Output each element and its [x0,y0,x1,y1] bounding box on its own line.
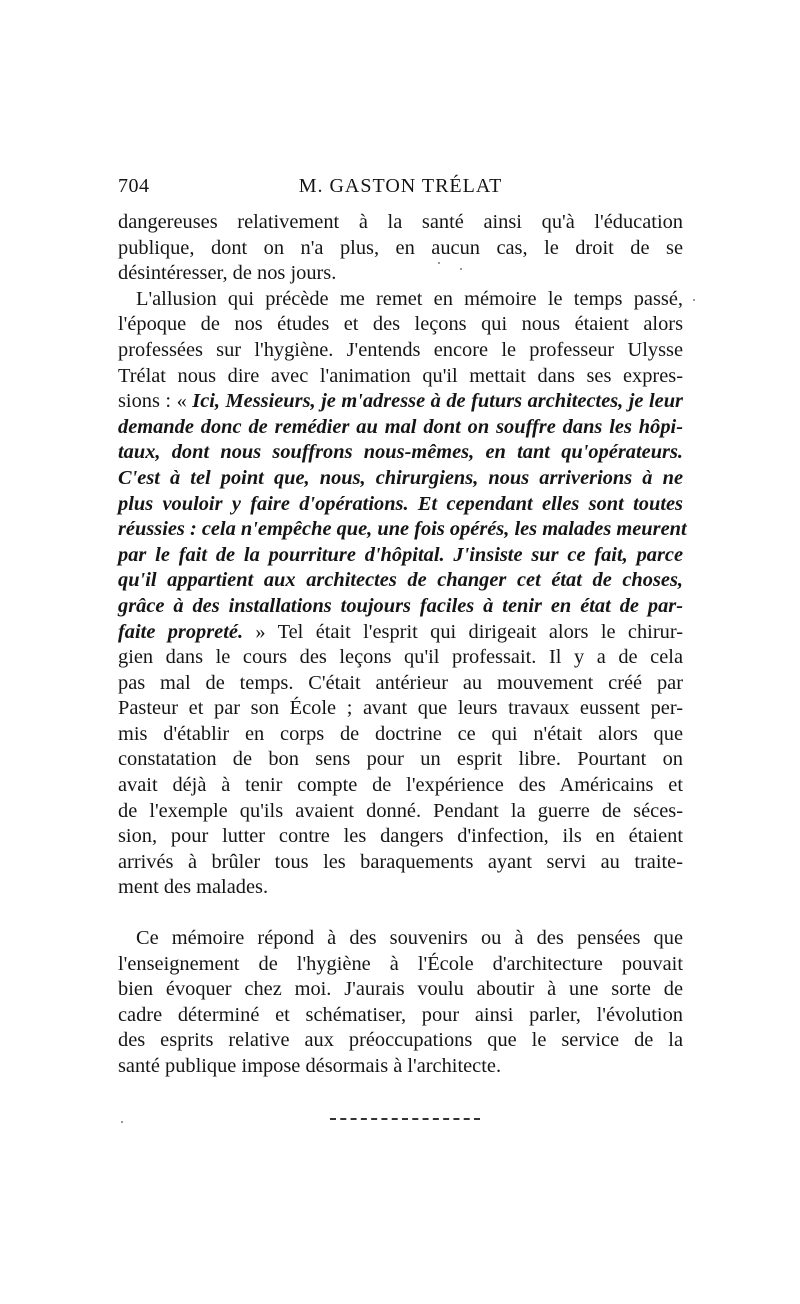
italic-quote-segment: par le fait de la pourriture d'hôpital. J'insiste sur ce fait, parce [118,543,683,566]
text-line [118,773,683,799]
print-speck [460,268,462,270]
text-segment: désintéresser, de nos jours. [118,262,337,285]
text-segment: bien évoquer chez moi. J'aurais voulu aboutir à une sorte de [118,978,683,1001]
page-number: 704 [118,175,150,197]
text-segment: santé publique impose désormais à l'architecte. [118,1055,502,1077]
text-segment: avait déjà à tenir compte de l'expérience des Américains et [118,774,683,797]
text-segment: sion, pour lutter contre les dangers d'infection, ils en étaient [118,825,683,848]
text-line [118,261,683,287]
text-line [118,645,683,671]
text-segment: gien dans le cours des leçons qu'il professait. Il y a de cela [118,646,683,669]
text-segment: pas mal de temps. C'était antérieur au mouvement créé par [118,671,683,694]
paragraph [118,210,683,287]
text-line [118,543,683,569]
text-segment: L'allusion qui précède me remet en mémoire le temps passé, [136,287,683,310]
text-line [118,312,683,338]
text-line [118,568,683,594]
italic-quote-segment: demande donc de remédier au mal dont on souffre dans les hôpi- [118,415,683,438]
text-line [118,747,683,773]
italic-quote-segment: Ici, Messieurs, je m'adresse à de futurs architectes, je leur [192,390,683,413]
text-line [118,338,683,364]
italic-quote-segment: grâce à des installations toujours faciles à tenir en état de par- [118,594,683,617]
text-line [118,799,683,825]
text-segment: Ce mémoire répond à des souvenirs ou à des pensées que [136,927,683,950]
page-header [118,175,683,203]
text-line [118,850,683,876]
text-line [118,1003,683,1029]
text-segment: Trélat nous dire avec l'animation qu'il mettait dans ses expres- [118,364,683,387]
italic-quote-segment: faite propreté. [118,620,244,643]
text-line [118,415,683,441]
text-segment: professées sur l'hygiène. J'entends encore le professeur Ulysse [118,338,683,361]
text-line [118,952,683,978]
text-line [118,722,683,748]
text-line [118,671,683,697]
text-line [118,210,683,236]
text-line [118,466,683,492]
text-segment: sions : « [118,390,193,413]
italic-quote-segment: réussies : cela n'empêche que, une fois opérés, les malades meurent [118,518,687,541]
text-line [118,517,687,543]
print-speck [693,299,695,301]
text-segment: » Tel était l'esprit qui dirigeait alors le chirur- [243,620,683,643]
text-line [118,824,683,850]
text-segment: l'enseignement de l'hygiène à l'École d'architecture pouvait [118,952,683,975]
text-line [118,364,683,390]
text-line [118,287,683,313]
body-text [118,210,687,1080]
text-segment: des esprits relative aux préoccupations que le service de la [118,1029,683,1052]
text-line [118,236,683,262]
text-segment: mis d'établir en corps de doctrine ce qui n'était alors que [118,722,683,745]
text-segment: de l'exemple qu'ils avaient donné. Pendant la guerre de séces- [118,799,683,822]
text-segment: publique, dont on n'a plus, en aucun cas, le droit de se [118,236,683,259]
italic-quote-segment: qu'il appartient aux architectes de changer cet état de choses, [118,569,683,592]
text-line [118,594,683,620]
text-line [118,389,683,415]
text-line [118,926,683,952]
paragraph-gap [118,901,683,926]
text-segment: dangereuses relativement à la santé ainsi qu'à l'éducation [118,211,683,233]
text-segment: ment des malades. [118,876,269,899]
text-line [118,1028,683,1054]
paragraph [118,926,683,1080]
italic-quote-segment: taux, dont nous souffrons nous-mêmes, en tant qu'opérateurs. [118,441,683,464]
text-line [118,440,683,466]
text-line [118,492,683,518]
text-line [118,977,683,1003]
text-line [118,620,683,646]
print-speck [438,262,440,264]
paragraph [118,287,687,901]
text-segment: arrivés à brûler tous les baraquements ayant servi au traite- [118,850,683,873]
text-segment: Pasteur et par son École ; avant que leurs travaux eussent per- [118,697,683,720]
text-segment: constatation de bon sens pour un esprit libre. Pourtant on [118,748,683,771]
running-title: M. GASTON TRÉLAT [298,175,503,197]
print-speck [121,1121,123,1123]
text-line [118,1054,683,1080]
text-line [118,875,683,901]
text-segment: l'époque de nos études et des leçons qui nous étaient alors [118,313,683,336]
text-segment: cadre déterminé et schématiser, pour ainsi parler, l'évolution [118,1003,683,1026]
italic-quote-segment: plus vouloir y faire d'opérations. Et cependant elles sont toutes [118,492,683,515]
italic-quote-segment: C'est à tel point que, nous, chirurgiens, nous arriverions à ne [118,466,683,489]
end-rule [330,1118,480,1120]
text-line [118,696,683,722]
